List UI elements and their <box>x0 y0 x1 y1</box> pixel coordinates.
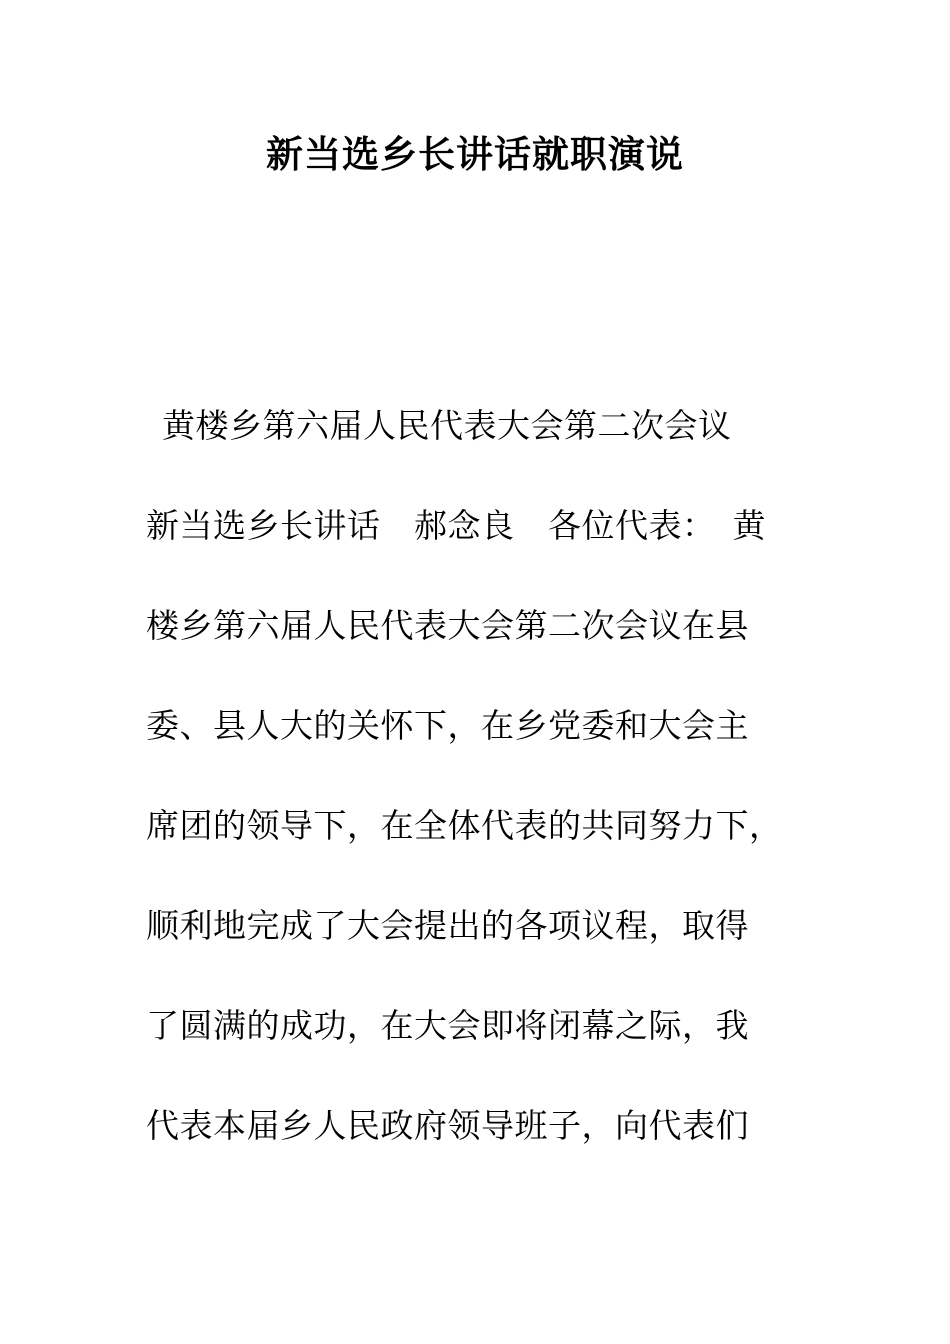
body-text-line: 黄楼乡第六届人民代表大会第二次会议 <box>162 406 732 445</box>
body-text-line: 委、县人大的关怀下，在乡党委和大会主 <box>146 706 749 745</box>
body-text-line: 席团的领导下，在全体代表的共同努力下， <box>146 806 783 845</box>
body-text-line: 了圆满的成功，在大会即将闭幕之际，我 <box>146 1006 749 1045</box>
body-text-line: 新当选乡长讲话 郝念良 各位代表： 黄 <box>146 506 766 545</box>
body-text-line: 代表本届乡人民政府领导班子，向代表们 <box>146 1106 749 1145</box>
body-text-line: 楼乡第六届人民代表大会第二次会议在县 <box>146 606 749 645</box>
body-text-line: 顺利地完成了大会提出的各项议程，取得 <box>146 906 749 945</box>
document-title: 新当选乡长讲话就职演说 <box>266 132 684 176</box>
